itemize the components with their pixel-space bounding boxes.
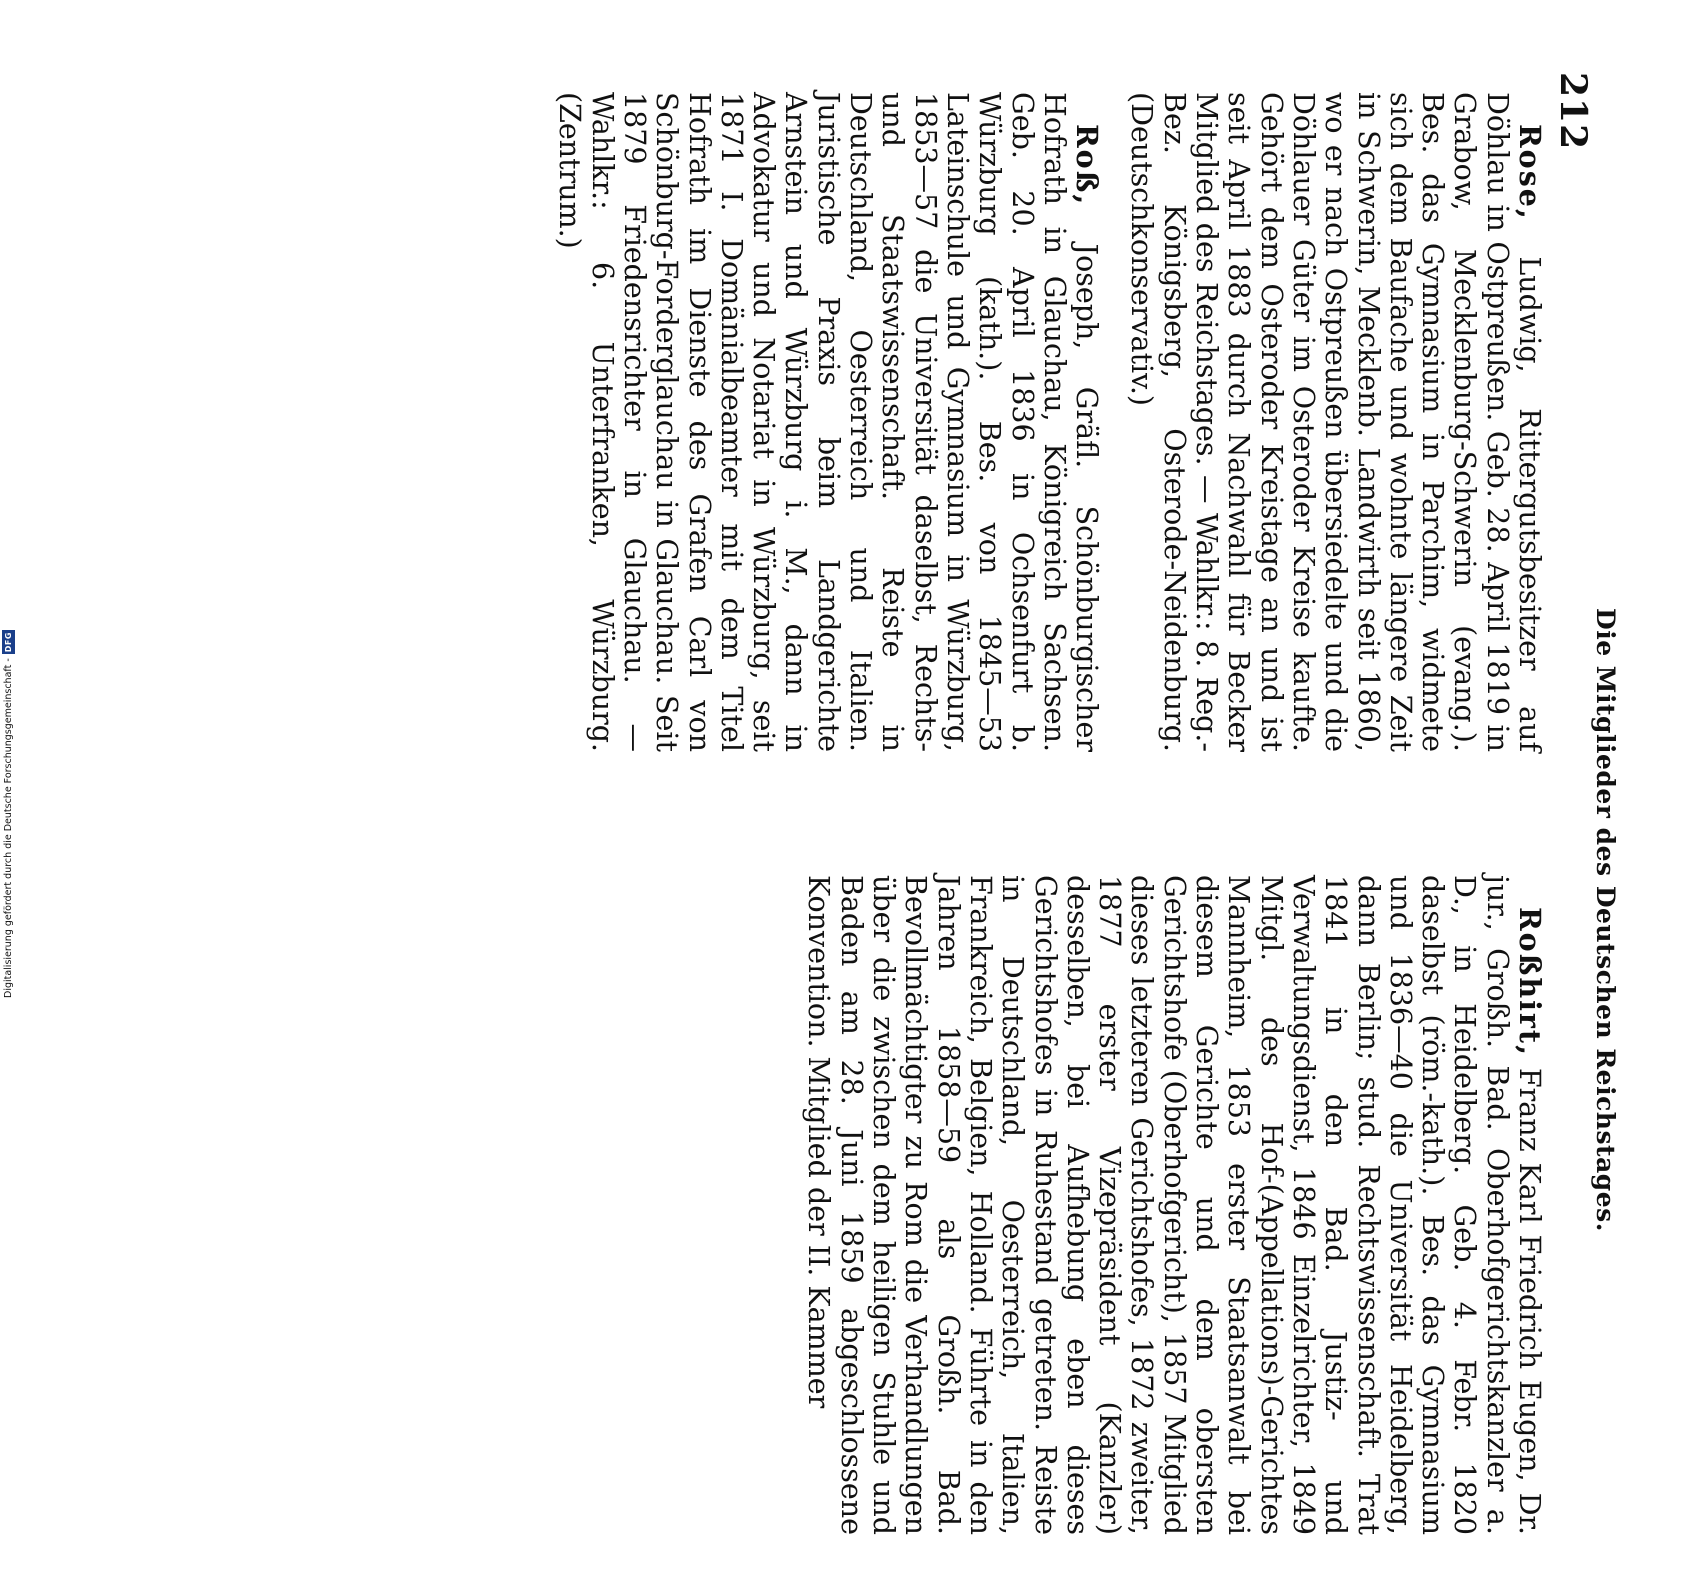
- entry-rose: [1125, 92, 1546, 752]
- entry-name: Roßhirt,: [1513, 907, 1547, 1057]
- running-head: Die Mitglieder des Deutschen Reichstages.: [1591, 608, 1620, 1232]
- entry-rosshirt: [802, 875, 1546, 1535]
- credit-text: Digitalisierung gefördert durch die Deutsche Forschungsgemeinschaft -: [2, 658, 14, 998]
- right-column: [780, 875, 1546, 1535]
- page-number: 212: [1552, 72, 1594, 151]
- entry-text: Franz Karl Friedrich Eugen, Dr. jur., Großh. Bad. Oberhofgerichtskanzler a. D., in Heidelberg. Geb. 4. Febr. 1820 daselbst (röm.-kath.). Bes. das Gymnasium und 1836—40 die Universität Heidelberg, dann Berlin; stud. Rechtswissenschaft. Trat 1841 in den Bad. Justiz- und Verwaltungsdienst, 1846 Einzelrichter, 1849 Mitgl. des Hof-(Appellations)-Gerichtes Mannheim, 1853 erster Staatsanwalt bei diesem Gerichte und dem obersten Gerichtshofe (Oberhofgericht), 1857 Mitglied dieses letzteren Gerichtshofes, 1872 zweiter, 1877 erster Vizepräsident (Kanzler) desselben, bei Aufhebung eben dieses Gerichtshofes in Ruhestand getreten. Reiste in Deutschland, Oesterreich, Italien, Frankreich, Belgien, Holland. Führte in den Jahren 1858—59 als Großh. Bad. Bevollmächtigter zu Rom die Verhandlungen über die zwischen dem heiligen Stuhle und Baden am 28. Juni 1859 abgeschlossene Konvention. Mitglied der II. Kammer: [802, 875, 1546, 1535]
- entry-text: Joseph, Gräfl. Schönburgischer Hofrath in Glauchau, Königreich Sachsen. Geb. 20. April 1836 in Ochsenfurt b. Würzburg (kath.). Bes. von 1845—53 Lateinschule und Gymnasium in Würzburg, 1853—57 die Universität daselbst, Rechts- und Staatswissenschaft. Reiste in Deutschland, Oesterreich und Italien. Juristische Praxis beim Landgerichte Arnstein und Würzburg i. M., dann in Advokatur und Notariat in Würzburg, seit 1871 I. Domänialbeamter mit dem Titel Hofrath im Dienste des Grafen Carl von Schönburg-Forderglauchau in Glauchau. Seit 1879 Friedensrichter in Glauchau. — Wahlkr.: 6. Unterfranken, Würzburg. (Zentrum.): [553, 92, 1104, 752]
- dfg-logo: DFG: [3, 632, 13, 653]
- entry-name: Rose,: [1513, 124, 1547, 221]
- left-column: [531, 92, 1546, 752]
- entry-paragraph: [1125, 92, 1546, 752]
- entry-name: Roß,: [1070, 124, 1105, 207]
- entry-text: Ludwig, Rittergutsbesitzer auf Döhlau in Ostpreußen. Geb. 28. April 1819 in Grabow, Mecklenburg-Schwerin (evang.). Bes. das Gymnasium in Parchim, widmete sich dem Baufache und wohnte längere Zeit in Schwerin, Mecklenb. Landwirth seit 1860, wo er nach Ostpreußen übersiedelte und die Döhlauer Güter im Osteroder Kreise kaufte. Gehört dem Osteroder Kreistage an und ist seit April 1883 durch Nachwahl für Becker Mitglied des Reichstages. — Wahlkr.: 8. Reg.-Bez. Königsberg, Osterode-Neidenburg. (Deutschkonservativ.): [1125, 92, 1546, 753]
- entry-paragraph: [802, 875, 1546, 1535]
- entry-paragraph: [553, 92, 1103, 752]
- digitization-credit: [0, 562, 16, 998]
- entry-ross: [553, 92, 1103, 752]
- digitization-credit-inner: [0, 562, 16, 998]
